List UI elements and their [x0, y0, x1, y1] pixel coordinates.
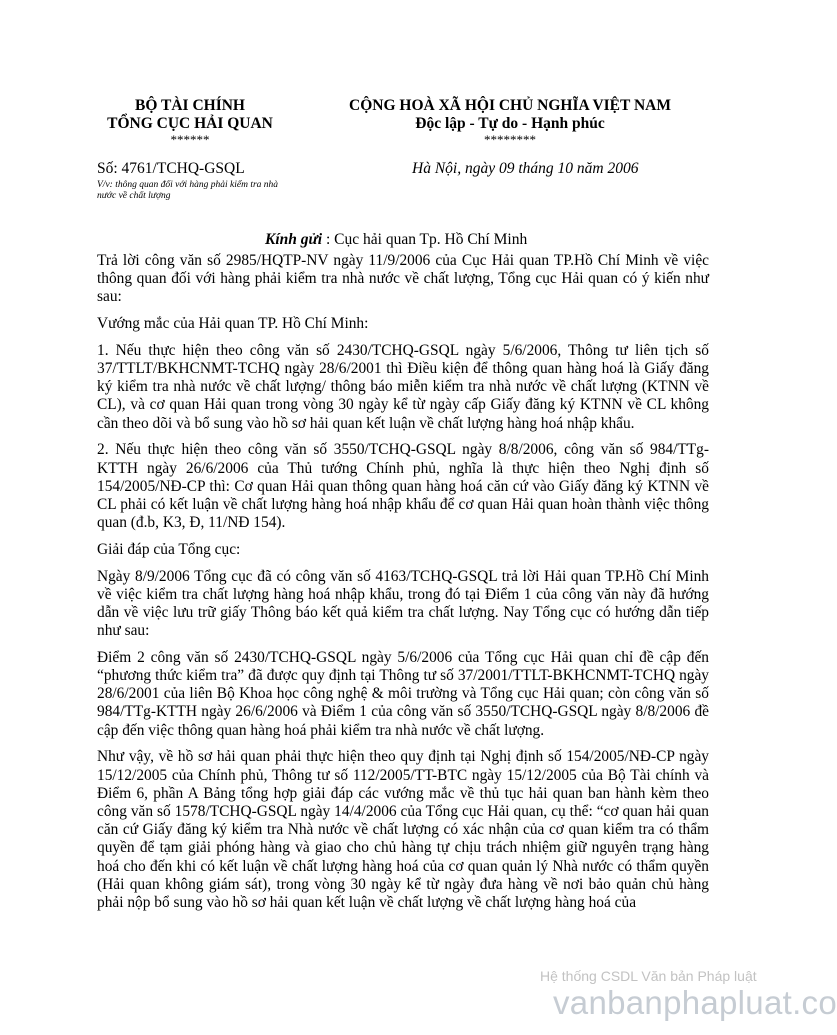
document-subject: V/v: thông quan đối với hàng phải kiểm tra nhà nước về chất lượng — [97, 180, 279, 201]
recipient-line — [265, 231, 527, 249]
motto-stars: ******** — [484, 132, 536, 147]
watermark-caption: Hệ thống CSDL Văn bản Pháp luật — [540, 968, 757, 984]
document-number: Số: 4761/TCHQ-GSQL — [97, 160, 245, 177]
ministry-name: BỘ TÀI CHÍNH — [135, 97, 245, 114]
issue-date: Hà Nội, ngày 09 tháng 10 năm 2006 — [412, 160, 639, 177]
paragraph: Trả lời công văn số 2985/HQTP-NV ngày 11/9/2006 của Cục Hải quan TP.Hồ Chí Minh về việc thông quan đối với hàng phải kiểm tra nhà nước về chất lượng, Tổng cục Hải quan có ý kiến như sau: — [97, 252, 709, 306]
national-motto-block — [300, 97, 720, 146]
issuer-block — [80, 97, 300, 146]
paragraph: Ngày 8/9/2006 Tổng cục đã có công văn số 4163/TCHQ-GSQL trả lời Hải quan TP.Hồ Chí Minh về việc kiểm tra chất lượng hàng hoá nhập khẩu, trong đó tại Điểm 1 của công văn này đã hướng dẫn về việc lưu trữ giấy Thông báo kết quả kiểm tra chất lượng. Nay Tổng cục có hướng dẫn tiếp như sau: — [97, 567, 709, 640]
paragraph: 2. Nếu thực hiện theo công văn số 3550/TCHQ-GSQL ngày 8/8/2006, công văn số 984/TTg-KTTH ngày 26/6/2006 của Thủ tướng Chính phủ, nghĩa là thực hiện theo Nghị định số 154/2005/NĐ-CP thì: Cơ quan Hải quan thông quan hàng hoá căn cứ vào Giấy đăng ký KTNN về CL phải có kết luận về chất lượng hàng hoá nhập khẩu để cơ quan Hải quan hoàn thành việc thông quan (đ.b, K3, Đ, 11/NĐ 154). — [97, 441, 709, 532]
issuer-stars: ****** — [170, 132, 210, 147]
recipient-value: : Cục hải quan Tp. Hồ Chí Minh — [322, 231, 528, 248]
document-body — [97, 252, 709, 921]
paragraph: Như vậy, về hồ sơ hải quan phải thực hiện theo quy định tại Nghị định số 154/2005/NĐ-CP ngày 15/12/2005 của Chính phủ, Thông tư số 112/2005/TT-BTC ngày 15/12/2005 của Bộ Tài chính và Điểm 6, phần A Bảng tổng hợp giải đáp các vướng mắc về thủ tục hải quan ban hành kèm theo công văn số 1578/TCHQ-GSQL ngày 14/4/2006 của Tổng cục Hải quan, cụ thể: “cơ quan hải quan căn cứ Giấy đăng ký kiểm tra Nhà nước về chất lượng có xác nhận của cơ quan kiểm tra có thẩm quyền để tạm giải phóng hàng và giao cho chủ hàng tự chịu trách nhiệm giữ nguyên trạng hàng hoá cho đến khi có kết luận về chất lượng hàng hoá của cơ quan quản lý Nhà nước có thẩm quyền (Hải quan không giám sát), trong vòng 30 ngày kể từ ngày đưa hàng về nơi bảo quản chủ hàng phải nộp bổ sung vào hồ sơ hải quan kết luận về chất lượng về chất lượng hàng hoá của — [97, 748, 709, 911]
department-name: TỔNG CỤC HẢI QUAN — [107, 115, 273, 132]
paragraph: Vướng mắc của Hải quan TP. Hồ Chí Minh: — [97, 315, 369, 333]
paragraph: Giải đáp của Tổng cục: — [97, 540, 241, 558]
watermark-site: vanbanphapluat.co — [553, 984, 837, 1021]
paragraph: 1. Nếu thực hiện theo công văn số 2430/TCHQ-GSQL ngày 5/6/2006, Thông tư liên tịch số 37/TTLT/BKHCNMT-TCHQ ngày 28/6/2001 thì Điều kiện để thông quan hàng hoá là Giấy đăng ký kiểm tra nhà nước về chất lượng/ thông báo miễn kiểm tra nhà nước về chất lượng (KTNN về CL), và cơ quan Hải quan trong vòng 30 ngày kể từ ngày cấp Giấy đăng ký KTNN về CL không cần theo dõi và bổ sung vào hồ sơ hải quan kết luận về chất lượng hàng hoá nhập khẩu. — [97, 341, 709, 432]
national-motto: Độc lập - Tự do - Hạnh phúc — [415, 115, 605, 132]
country-name: CỘNG HOÀ XÃ HỘI CHỦ NGHĨA VIỆT NAM — [349, 97, 671, 114]
recipient-label: Kính gửi — [265, 231, 323, 248]
paragraph: Điểm 2 công văn số 2430/TCHQ-GSQL ngày 5/6/2006 của Tổng cục Hải quan chỉ đề cập đến “phương thức kiểm tra” đã được quy định tại Thông tư số 37/2001/TTLT-BKHCNMT-TCHQ ngày 28/6/2001 của liên Bộ Khoa học công nghệ & môi trường và Tổng cục Hải quan; còn công văn số 984/TTg-KTTH ngày 26/6/2006 và Điểm 1 của công văn số 3550/TCHQ-GSQL ngày 8/8/2006 đề cập đến việc thông quan hàng hoá phải kiểm tra nhà nước về chất lượng. — [97, 648, 709, 739]
